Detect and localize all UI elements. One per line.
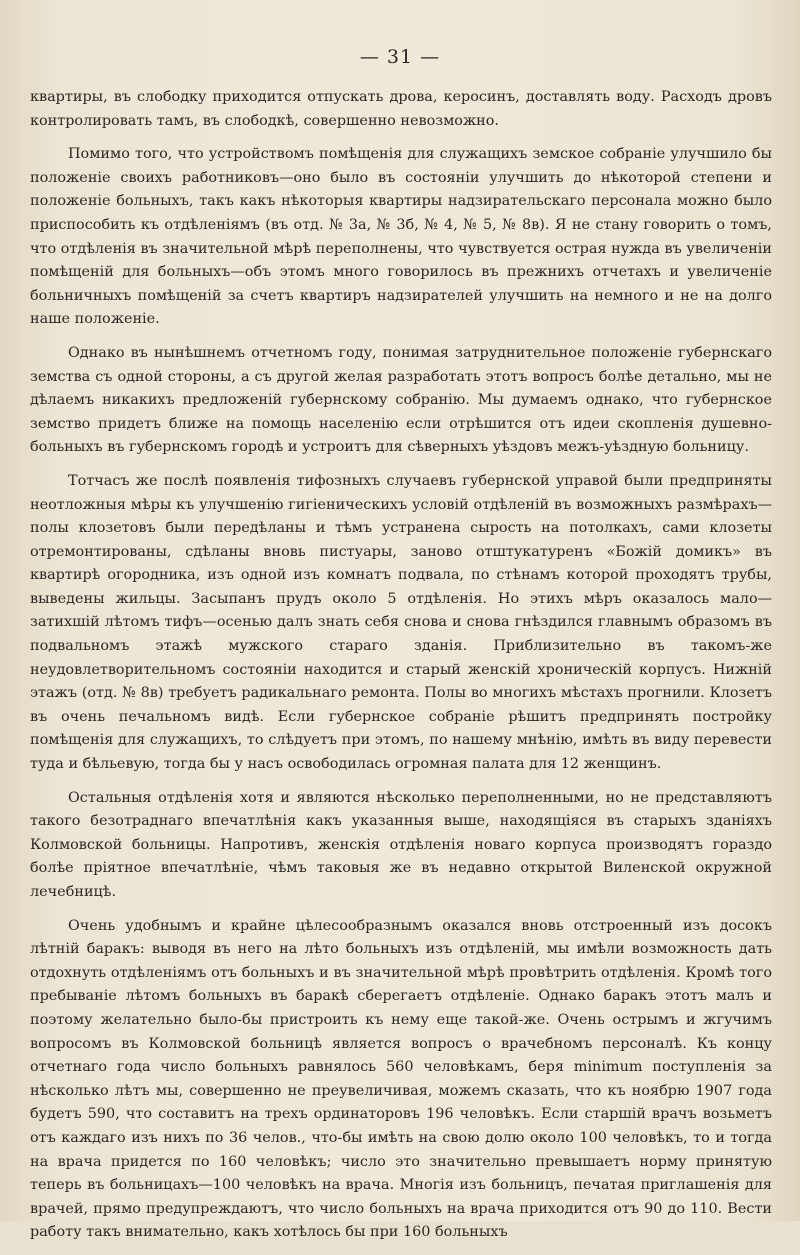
page-number: — 31 — xyxy=(359,46,441,68)
paragraph: Очень удобнымъ и крайне цѣлесообразнымъ оказался вновь отстроенный изъ досокъ лѣтній баракъ: выводя въ него на лѣто больныхъ изъ отдѣленій, мы имѣли возможность дать отдохнуть отдѣленіямъ отъ больныхъ и въ значительной мѣрѣ провѣтрить отдѣленія. Кромѣ того пребываніе лѣтомъ больныхъ въ баракѣ сберегаетъ отдѣленіе. Однако баракъ этотъ малъ и поэтому желательно было-бы пристроить къ нему еще такой-же. Очень острымъ и жгучимъ вопросомъ въ Колмовской больницѣ является вопросъ о врачебномъ персоналѣ. Къ концу отчетнаго года число больныхъ равнялось 560 человѣкамъ, беря minimum поступленія за нѣсколько лѣтъ мы, совершенно не преувеличивая, можемъ сказать, что къ ноябрю 1907 года будетъ 590, что составитъ на трехъ ординаторовъ 196 человѣкъ. Если старшій врачъ возьметъ отъ каждаго изъ нихъ по 36 челов., что-бы имѣть на свою долю около 100 человѣкъ, то и тогда на врача придется по 160 человѣкъ; число это значительно превышаетъ норму принятую теперь въ больницахъ—100 человѣкъ на врача. Многія изъ больницъ, печатая приглашенія для врачей, прямо предупреждаютъ, что число больныхъ на врача приходится отъ 90 до 110. Вести работу такъ внимательно, какъ хотѣлось бы при 160 больныхъ xyxy=(30,917,772,1241)
paragraph: квартиры, въ слободку приходится отпускать дрова, керосинъ, доставлять воду. Расходъ дровъ контролировать тамъ, въ слободкѣ, совершенно невозможно. xyxy=(30,89,772,129)
paragraph: Остальныя отдѣленія хотя и являются нѣсколько переполненными, но не представляютъ такого безотраднаго впечатлѣнія какъ указанныя выше, находящіяся въ старыхъ зданіяхъ Колмовской больницы. Напротивъ, женскія отдѣленія новаго корпуса производятъ гораздо болѣе пріятное впечатлѣніе, чѣмъ таковыя же въ недавно открытой Виленской окружной лечебницѣ. xyxy=(30,789,772,900)
paragraph: Помимо того, что устройствомъ помѣщенія для служащихъ земское собраніе улучшило бы положеніе своихъ работниковъ—оно было въ состояніи улучшить до нѣкоторой степени и положеніе больныхъ, такъ какъ нѣкоторыя квартиры надзирательскаго персонала можно было приспособить къ отдѣленіямъ (въ отд. № 3а, № 3б, № 4, № 5, № 8в). Я не стану говорить о томъ, что отдѣленія въ значительной мѣрѣ переполнены, что чувствуется острая нужда въ увеличеніи помѣщеній для больныхъ—объ этомъ много говорилось въ прежнихъ отчетахъ и увеличеніе больничныхъ помѣщеній за счетъ квартиръ надзирателей улучшить на немного и не на долго наше положеніе. xyxy=(30,146,772,328)
paragraph: Однако въ нынѣшнемъ отчетномъ году, понимая затруднительное положеніе губернскаго земства съ одной стороны, а съ другой желая разработать этотъ вопросъ болѣе детально, мы не дѣлаемъ никакихъ предложеній губернскому собранію. Мы думаемъ однако, что губернское земство придетъ ближе на помощь населенію если отрѣшится отъ идеи скопленія душевно-больныхъ въ губернскомъ городѣ и устроитъ для сѣверныхъ уѣздовъ межъ-уѣздную больницу. xyxy=(30,344,772,456)
paragraph: Тотчасъ же послѣ появленія тифозныхъ случаевъ губернской управой были предприняты неотложныя мѣры къ улучшенію гигіеническихъ условій отдѣленій въ возможныхъ размѣрахъ—полы клозетовъ были передѣланы и тѣмъ устранена сырость на потолкахъ, сами клозеты отремонтированы, сдѣланы вновь пистуары, заново отштукатуренъ «Божій домикъ» въ квартирѣ огородника, изъ одной изъ комнатъ подвала, по стѣнамъ которой проходятъ трубы, выведены жильцы. Засыпанъ прудъ около 5 отдѣленія. Но этихъ мѣръ оказалось мало—затихшій лѣтомъ тифъ—осенью далъ знать себя снова и снова гнѣздился главнымъ образомъ въ подвальномъ этажѣ мужского стараго зданія. Приблизительно въ такомъ-же неудовлетворительномъ состояніи находится и старый женскій хроническій корпусъ. Нижній этажъ (отд. № 8в) требуетъ радикальнаго ремонта. Полы во многихъ мѣстахъ прогнили. Клозетъ въ очень печальномъ видѣ. Если губернское собраніе рѣшитъ предпринять постройку помѣщенія для служащихъ, то слѣдуетъ при этомъ, по нашему мнѣнію, имѣть въ виду перевести туда и бѣльевую, тогда бы у насъ освободилась огромная палата для 12 женщинъ. xyxy=(30,472,772,773)
body-text xyxy=(30,86,772,1255)
